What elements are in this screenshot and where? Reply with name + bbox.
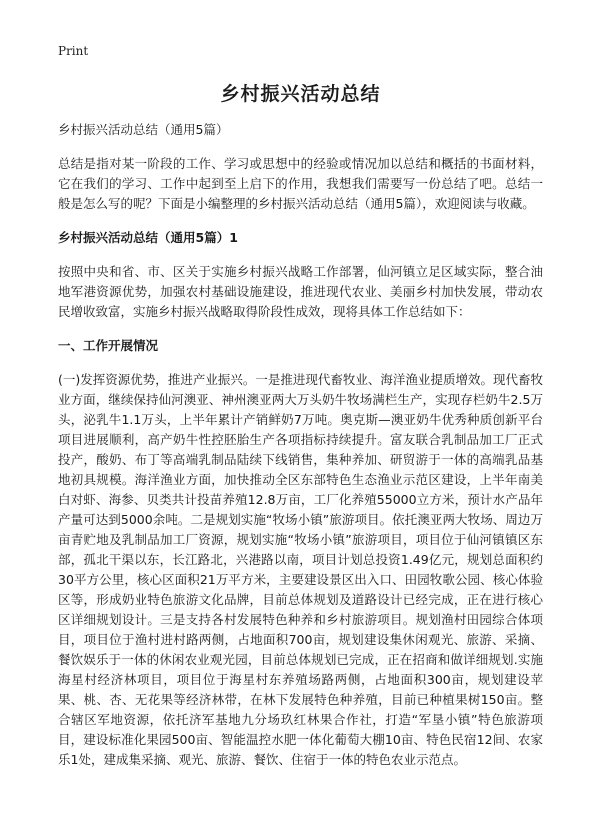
print-link[interactable]: Print [58,44,89,58]
section-heading: 一、工作开展情况 [58,338,159,353]
document-body [58,120,543,770]
article-intro-paragraph: 按照中央和省、市、区关于实施乡村振兴战略工作部署，仙河镇立足区域实际，整合油地军港资源优势，加强农村基础设施建设，推进现代农业、美丽乡村加快发展，带动农民增收致富，实施乡村振兴战略取得阶段性成效，现将具体工作总结如下： [58,264,543,319]
article-heading: 乡村振兴活动总结（通用5篇）1 [58,230,238,245]
document-subtitle: 乡村振兴活动总结（通用5篇） [58,122,229,137]
page-title: 乡村振兴活动总结 [220,83,381,105]
section-body-paragraph: (一)发挥资源优势，推进产业振兴。一是推进现代畜牧业、海洋渔业提质增效。现代畜牧业方面，继续保持仙河澳亚、神州澳亚两大万头奶牛牧场满栏生产，实现存栏奶牛2.5万头，泌乳牛1.1万头，上半年累计产销鲜奶7万吨。奥克斯—澳亚奶牛优秀种质创新平台项目进展顺利，高产奶牛性控胚胎生产各项指标持续提升。富友联合乳制品加工厂正式投产，酸奶、布丁等高端乳制品陆续下线销售，集种养加、研贸游于一体的高端乳品基地初具规模。海洋渔业方面，加快推动全区东部特色生态渔业示范区建设，上半年南美白对虾、海参、贝类共计投苗养殖12.8万亩，工厂化养殖55000立方米，预计水产品年产量可达到5000余吨。二是规划实施“牧场小镇”旅游项目。依托澳亚两大牧场、周边万亩青贮地及乳制品加工厂资源，规划实施“牧场小镇”旅游项目，项目位于仙河镇镇区东部，孤北干渠以东，长江路北，兴港路以南，项目计划总投资1.49亿元，规划总面积约30平方公里，核心区面积21万平方米，主要建设景区出入口、田园牧歌公园、核心体验区等，形成奶业特色旅游文化品牌，目前总体规划及道路设计已经完成，正在进行核心区详细规划设计。三是支持各村发展特色种养和乡村旅游项目。规划渔村田园综合体项目，项目位于渔村进村路两侧，占地面积700亩，规划建设集休闲观光、旅游、采摘、餐饮娱乐于一体的休闲农业观光园，目前总体规划已完成，正在招商和做详细规划.实施海星村经济林项目，项目位于海星村东养殖场路两侧，占地面积300亩，规划建设苹果、桃、杏、无花果等经济林带，在林下发展特色种养殖，目前已种植果树150亩。整合辖区军地资源，依托济军基地九分场玖红林果合作社，打造“军垦小镇”特色旅游项目，建设标准化果园500亩、智能温控水肥一体化葡萄大棚10亩、特色民宿12间、农家乐1处，建成集采摘、观光、旅游、餐饮、住宿于一体的特色农业示范点。 [58,372,543,767]
intro-paragraph: 总结是指对某一阶段的工作、学习或思想中的经验或情况加以总结和概括的书面材料，它在我们的学习、工作中起到至上启下的作用，我想我们需要写一份总结了吧。总结一般是怎么写的呢？下面是小编整理的乡村振兴活动总结（通用5篇），欢迎阅读与收藏。 [58,156,543,211]
